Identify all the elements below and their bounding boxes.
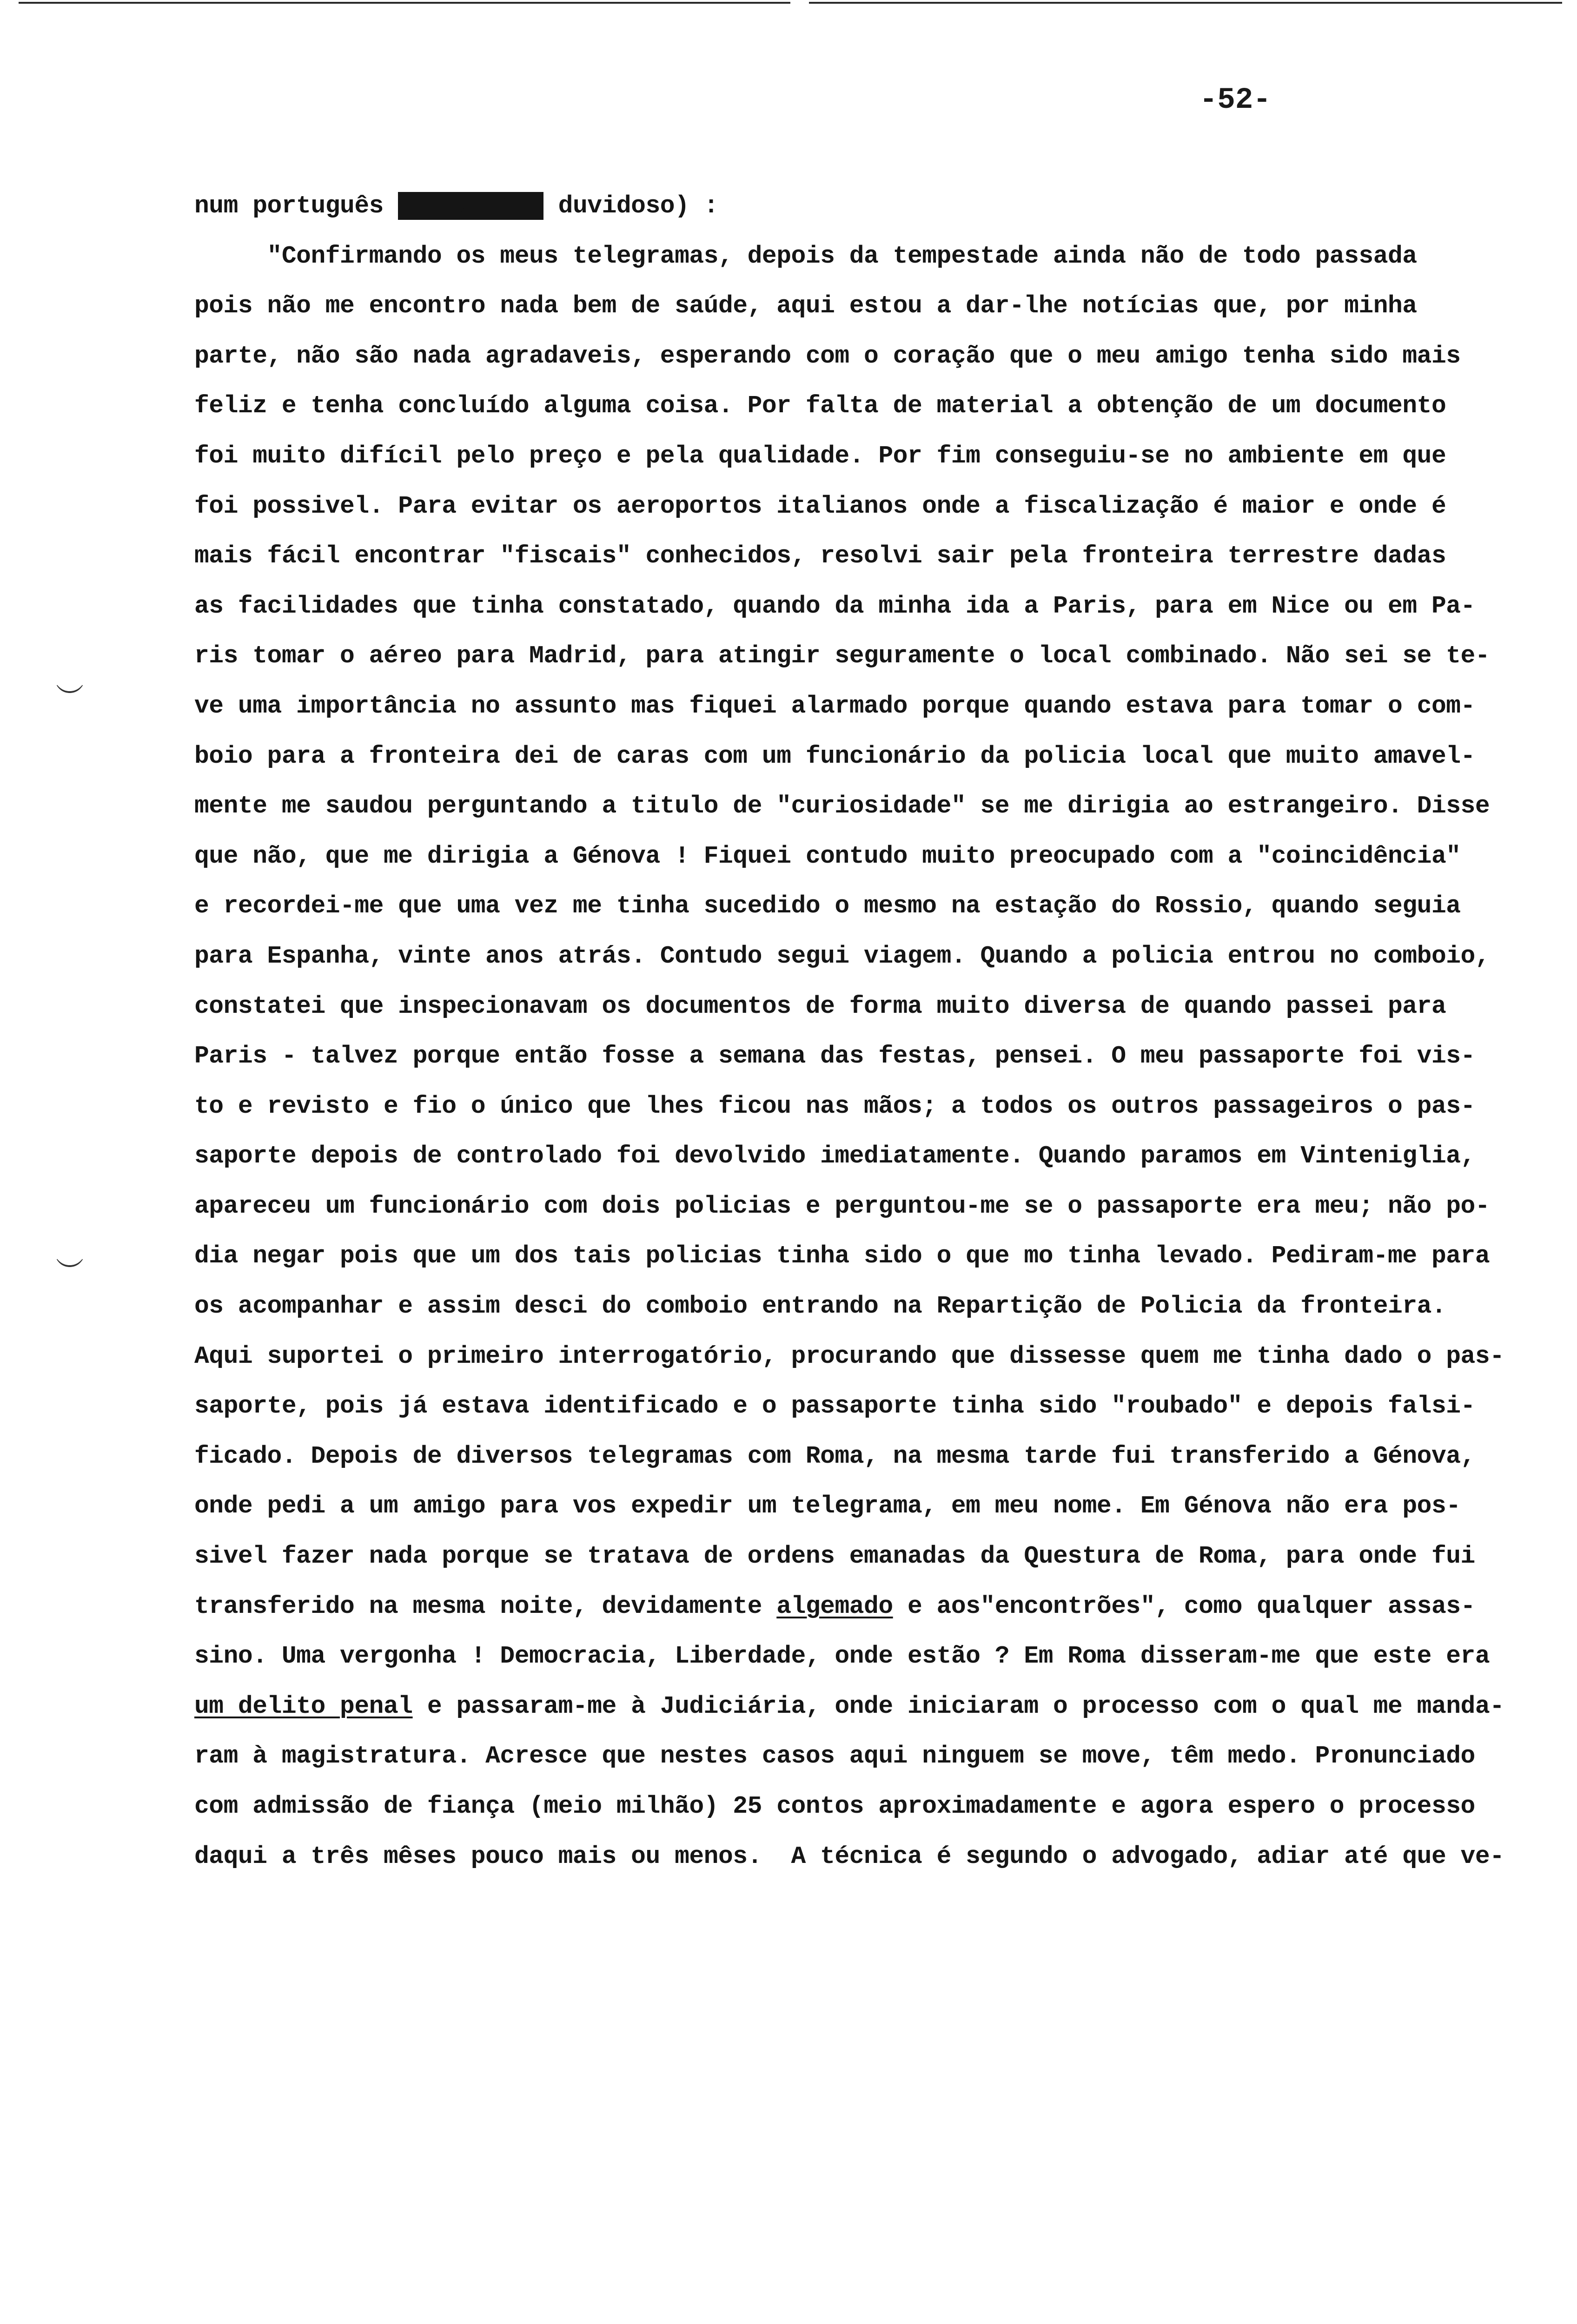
text-line-end: e aos"encontrões", como qualquer assas- [893, 1592, 1475, 1620]
text-line: ve uma importância no assunto mas fiquei alarmado porque quando estava para tomar o com- [194, 692, 1475, 720]
text-line-end: duvidoso) : [543, 192, 719, 220]
text-line: Aqui suportei o primeiro interrogatório, procurando que dissesse quem me tinha dado o pas- [194, 1342, 1504, 1370]
text-line: as facilidades que tinha constatado, quando da minha ida a Paris, para em Nice ou em Pa- [194, 592, 1475, 620]
margin-pencil-mark: ︶ [56, 1256, 84, 1289]
margin-pencil-mark: ︶ [56, 682, 84, 715]
text-line: que não, que me dirigia a Génova ! Fiquei contudo muito preocupado com a "coincidência" [194, 842, 1461, 870]
text-line: apareceu um funcionário com dois policias e perguntou-me se o passaporte era meu; não po- [194, 1192, 1490, 1220]
text-line-end: e passaram-me à Judiciária, onde iniciaram o processo com o qual me manda- [412, 1692, 1504, 1720]
text-line: mais fácil encontrar "fiscais" conhecidos, resolvi sair pela fronteira terrestre dadas [194, 542, 1446, 570]
text-line: saporte depois de controlado foi devolvido imediatamente. Quando paramos em Vinteniglia, [194, 1142, 1475, 1170]
text-line: pois não me encontro nada bem de saúde, aqui estou a dar-lhe notícias que, por minha [194, 292, 1417, 320]
text-line-start: num português [194, 192, 398, 220]
text-line: e recordei-me que uma vez me tinha sucedido o mesmo na estação do Rossio, quando seguia [194, 892, 1461, 920]
top-edge-rule-left [19, 2, 790, 4]
text-line: para Espanha, vinte anos atrás. Contudo segui viagem. Quando a policia entrou no comboio, [194, 942, 1490, 970]
text-line: daqui a três mêses pouco mais ou menos. A técnica é segundo o advogado, adiar até que ve- [194, 1842, 1504, 1870]
text-line: boio para a fronteira dei de caras com um funcionário da policia local que muito amavel- [194, 742, 1475, 770]
text-line: sino. Uma vergonha ! Democracia, Liberdade, onde estão ? Em Roma disseram-me que este era [194, 1642, 1490, 1670]
text-line: saporte, pois já estava identificado e o passaporte tinha sido "roubado" e depois falsi- [194, 1392, 1475, 1420]
text-line [194, 181, 1533, 231]
text-line: "Confirmando os meus telegramas, depois da tempestade ainda não de todo passada [194, 242, 1417, 270]
text-line: feliz e tenha concluído alguma coisa. Por falta de material a obtenção de um documento [194, 392, 1446, 420]
text-line: sivel fazer nada porque se tratava de ordens emanadas da Questura de Roma, para onde fui [194, 1542, 1475, 1571]
text-line: ficado. Depois de diversos telegramas com Roma, na mesma tarde fui transferido a Génova, [194, 1442, 1475, 1470]
text-line: ris tomar o aéreo para Madrid, para atingir seguramente o local combinado. Não sei se te- [194, 642, 1490, 670]
top-edge-rule-right [809, 2, 1562, 4]
text-line: foi possivel. Para evitar os aeroportos italianos onde a fiscalização é maior e onde é [194, 492, 1446, 520]
text-line [194, 1582, 1533, 1632]
underlined-phrase: algemado [776, 1592, 893, 1620]
struck-out-word: aproveitou [398, 192, 544, 220]
text-line: constatei que inspecionavam os documentos de forma muito diversa de quando passei para [194, 992, 1446, 1020]
text-line: dia negar pois que um dos tais policias tinha sido o que mo tinha levado. Pediram-me para [194, 1242, 1490, 1270]
text-line-start: transferido na mesma noite, devidamente [194, 1592, 777, 1620]
text-line: foi muito difícil pelo preço e pela qualidade. Por fim conseguiu-se no ambiente em que [194, 442, 1446, 470]
typed-letter-body [194, 181, 1533, 1882]
underlined-phrase: um delito penal [194, 1692, 413, 1720]
text-line: os acompanhar e assim desci do comboio entrando na Repartição de Policia da fronteira. [194, 1292, 1446, 1320]
text-line: mente me saudou perguntando a titulo de "curiosidade" se me dirigia ao estrangeiro. Disse [194, 792, 1490, 820]
text-line [194, 1682, 1533, 1732]
text-line: Paris - talvez porque então fosse a semana das festas, pensei. O meu passaporte foi vis- [194, 1042, 1475, 1070]
page-number: -52- [1199, 84, 1271, 117]
text-line: com admissão de fiança (meio milhão) 25 contos aproximadamente e agora espero o processo [194, 1792, 1475, 1820]
text-line: onde pedi a um amigo para vos expedir um telegrama, em meu nome. Em Génova não era pos- [194, 1492, 1461, 1520]
text-line: parte, não são nada agradaveis, esperando com o coração que o meu amigo tenha sido mais [194, 342, 1461, 370]
text-line: to e revisto e fio o único que lhes ficou nas mãos; a todos os outros passageiros o pas- [194, 1092, 1475, 1120]
text-line: ram à magistratura. Acresce que nestes casos aqui ninguem se move, têm medo. Pronunciado [194, 1742, 1475, 1770]
